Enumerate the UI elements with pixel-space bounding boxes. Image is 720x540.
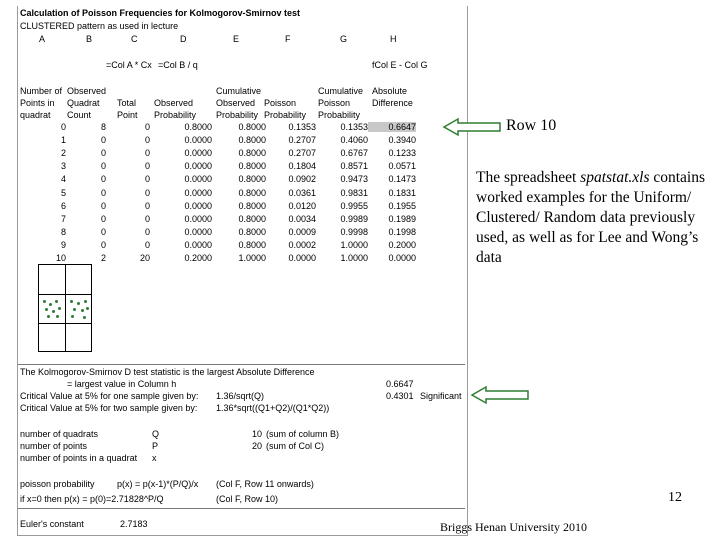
ks-d-value: 0.6647 (386, 379, 414, 389)
divider (18, 508, 465, 509)
table-cell: 1.0000 (238, 253, 266, 263)
table-cell: 0.6767 (340, 148, 368, 159)
table-cell: 0 (144, 148, 150, 159)
table-cell: 0 (144, 135, 150, 146)
param-symbol: x (152, 453, 157, 463)
table-cell: 0.8571 (340, 161, 368, 172)
poisson-formula: p(x) = p(x-1)*(P/Q)/x (117, 479, 199, 489)
arrow-left-icon (442, 117, 502, 137)
header-cell: Observed (216, 98, 256, 108)
table-cell: 0.3940 (388, 135, 416, 146)
table-cell: 2 (60, 148, 66, 159)
table-cell: 0.0571 (388, 161, 416, 172)
table-cell: 0.8000 (238, 187, 266, 198)
table-cell: 0 (100, 200, 106, 211)
point-dot (49, 303, 52, 306)
table-cell: 0.0361 (288, 187, 316, 198)
point-dot (71, 315, 74, 318)
point-dot (43, 300, 46, 303)
table-cell: 0.1989 (388, 213, 416, 224)
table-cell: 0 (100, 226, 106, 237)
table-cell: 4 (60, 174, 66, 185)
table-cell: 0.4060 (340, 135, 368, 146)
euler-label: Euler's constant (20, 519, 84, 529)
table-cell: 0.9998 (340, 226, 368, 237)
poisson-zero-note: (Col F, Row 10) (216, 494, 279, 504)
param-symbol: Q (152, 429, 160, 439)
param-symbol: P (152, 441, 159, 451)
header-cell: Poisson (264, 98, 297, 108)
header-cell: Cumulative (318, 86, 364, 96)
crit2-formula: 1.36*sqrt((Q1+Q2)/(Q1*Q2)) (216, 403, 330, 413)
table-cell: 0.1353 (288, 122, 316, 132)
ks-largest-label: = largest value in Column h (67, 379, 177, 389)
table-cell: 0.1233 (388, 148, 416, 159)
table-cell: 0.1804 (288, 161, 316, 172)
table-cell: 6 (60, 200, 66, 211)
header-cell: Probability (216, 110, 259, 120)
col-letter: E (233, 34, 240, 44)
poisson-label: poisson probability (20, 479, 95, 489)
table-cell: 0.9473 (340, 174, 368, 185)
point-dot (55, 300, 58, 303)
point-dot (47, 315, 50, 318)
quadrat-grid-illustration (38, 264, 92, 352)
point-dot (84, 300, 87, 303)
header-cell: Probability (318, 110, 361, 120)
table-cell: 0 (100, 213, 106, 224)
crit1-value: 0.4301 (386, 391, 414, 401)
table-cell: 0.0000 (184, 200, 212, 211)
table-cell: 0.0000 (184, 226, 212, 237)
table-cell: 0 (100, 239, 106, 250)
table-cell: 2 (100, 253, 106, 263)
header-cell: Observed (67, 86, 107, 96)
point-dot (81, 309, 84, 312)
header-cell: Probability (264, 110, 307, 120)
table-cell: 0.1998 (388, 226, 416, 237)
table-cell: 0.2000 (388, 239, 416, 250)
table-cell: 0.0120 (288, 200, 316, 211)
table-cell: 0.0000 (184, 148, 212, 159)
table-cell: 0.1831 (388, 187, 416, 198)
crit1-label: Critical Value at 5% for one sample given by: (20, 391, 199, 401)
col-letter: F (285, 34, 291, 44)
table-cell: 0.0000 (184, 213, 212, 224)
table-cell: 0.1353 (340, 122, 368, 132)
col-letter: C (131, 34, 138, 44)
description-pre: The spreadsheet (476, 169, 581, 186)
point-dot (58, 307, 61, 310)
col-letter: A (39, 34, 46, 44)
table-cell: 0 (144, 213, 150, 224)
table-cell: 0.8000 (238, 239, 266, 250)
header-cell: Difference (372, 98, 413, 108)
table-cell: 0 (100, 161, 106, 172)
page-number: 12 (668, 490, 682, 505)
table-cell: 3 (60, 161, 66, 172)
table-cell: 0.8000 (238, 213, 266, 224)
table-cell: 0 (100, 174, 106, 185)
table-cell: 0.8000 (238, 148, 266, 159)
point-dot (70, 300, 73, 303)
header-cell: Number of (20, 86, 63, 96)
table-cell: 8 (60, 226, 66, 237)
table-cell: 1 (60, 135, 66, 146)
param-label: number of points in a quadrat (20, 453, 138, 463)
table-cell: 0.0034 (288, 213, 316, 224)
col-letter: B (86, 34, 93, 44)
header-cell: Count (67, 110, 92, 120)
table-cell: 0.2707 (288, 148, 316, 159)
table-cell: 0.2707 (288, 135, 316, 146)
table-cell: 0.9989 (340, 213, 368, 224)
table-cell: 0.0000 (184, 135, 212, 146)
description-text (476, 168, 708, 268)
table-cell: 20 (139, 253, 150, 263)
table-cell: 0 (144, 200, 150, 211)
point-dot (56, 315, 59, 318)
poisson-note: (Col F, Row 11 onwards) (216, 479, 314, 489)
table-cell: 0.1955 (388, 200, 416, 211)
point-dot (52, 310, 55, 313)
table-cell: 0.8000 (238, 200, 266, 211)
header-cell: Absolute (372, 86, 408, 96)
header-cell: Quadrat (67, 98, 100, 108)
header-cell: quadrat (20, 110, 51, 120)
table-cell: 0 (144, 161, 150, 172)
param-value: 20 (251, 441, 262, 451)
sheet-subtitle: CLUSTERED pattern as used in lecture (20, 21, 179, 31)
table-cell: 0 (144, 174, 150, 185)
grid-line (65, 265, 66, 351)
point-dot (77, 302, 80, 305)
table-cell: 1.0000 (340, 253, 368, 263)
table-cell: 7 (60, 213, 66, 224)
col-letter: G (340, 34, 348, 44)
table-cell: 0.0000 (288, 253, 316, 263)
table-cell: 0.0000 (388, 253, 416, 263)
table-cell: 0.6647 (368, 122, 416, 132)
table-cell: 0 (100, 187, 106, 198)
table-cell: 0.0009 (288, 226, 316, 237)
table-cell: 0 (60, 122, 66, 132)
description-post: contains worked examples for the Uniform/ Clustered/ Random data previously used, as well as for Lee and Wong’s data (476, 169, 706, 266)
table-cell: 0 (144, 226, 150, 237)
table-cell: 0.8000 (238, 122, 266, 132)
table-cell: 0.0902 (288, 174, 316, 185)
formula-col-c: =Col A * Cx (106, 60, 152, 70)
param-note: (sum of Col C) (266, 441, 325, 451)
table-cell: 0.2000 (184, 253, 212, 263)
table-cell: 0 (144, 122, 150, 132)
table-cell: 0.8000 (238, 226, 266, 237)
param-note: (sum of column B) (266, 429, 340, 439)
table-cell: 0.0000 (184, 239, 212, 250)
arrow-left-icon (470, 385, 530, 405)
footer-credit: Briggs Henan University 2010 (440, 520, 587, 534)
col-letter: D (180, 34, 187, 44)
crit1-formula: 1.36/sqrt(Q) (216, 391, 265, 401)
header-cell: Observed (154, 98, 194, 108)
table-cell: 0 (144, 239, 150, 250)
crit2-label: Critical Value at 5% for two sample given by: (20, 403, 198, 413)
param-label: number of points (20, 441, 88, 451)
header-cell: Cumulative (216, 86, 262, 96)
table-cell: 0.0000 (184, 161, 212, 172)
col-letter: H (390, 34, 397, 44)
param-value: 10 (251, 429, 262, 439)
divider (18, 364, 465, 365)
table-cell: 0.8000 (238, 135, 266, 146)
table-cell: 0.1473 (388, 174, 416, 185)
table-cell: 10 (55, 253, 66, 263)
table-cell: 5 (60, 187, 66, 198)
point-dot (45, 308, 48, 311)
table-cell: 0.9831 (340, 187, 368, 198)
point-dot (73, 308, 76, 311)
grid-line (39, 323, 91, 324)
table-cell: 8 (100, 122, 106, 132)
euler-value: 2.7183 (120, 519, 148, 529)
point-dot (83, 316, 86, 319)
param-label: number of quadrats (20, 429, 99, 439)
table-cell: 0.8000 (238, 174, 266, 185)
header-cell: Probability (154, 110, 197, 120)
grid-line (39, 294, 91, 295)
header-cell: Total (117, 98, 137, 108)
table-cell: 0 (100, 148, 106, 159)
crit1-result: Significant (420, 391, 462, 401)
table-cell: 0.9955 (340, 200, 368, 211)
table-cell: 0.8000 (184, 122, 212, 132)
header-cell: Poisson (318, 98, 351, 108)
table-cell: 0 (144, 187, 150, 198)
table-cell: 0.0000 (184, 174, 212, 185)
description-filename: spatstat.xls (580, 169, 650, 186)
table-cell: 0 (100, 135, 106, 146)
table-cell: 0.0002 (288, 239, 316, 250)
header-cell: Point (117, 110, 138, 120)
table-cell: 1.0000 (340, 239, 368, 250)
ks-statement: The Kolmogorov-Smirnov D test statistic is the largest Absolute Difference (20, 367, 315, 377)
formula-col-h: fCol E - Col G (372, 60, 428, 70)
row10-callout: Row 10 (506, 117, 557, 134)
formula-col-d: =Col B / q (158, 60, 198, 70)
table-cell: 9 (60, 239, 66, 250)
table-cell: 0.0000 (184, 187, 212, 198)
poisson-zero-formula: if x=0 then p(x) = p(0)=2.71828^P/Q (20, 494, 164, 504)
point-dot (86, 307, 89, 310)
table-cell: 0.8000 (238, 161, 266, 172)
header-cell: Points in (20, 98, 55, 108)
sheet-title: Calculation of Poisson Frequencies for Kolmogorov-Smirnov test (20, 8, 301, 18)
